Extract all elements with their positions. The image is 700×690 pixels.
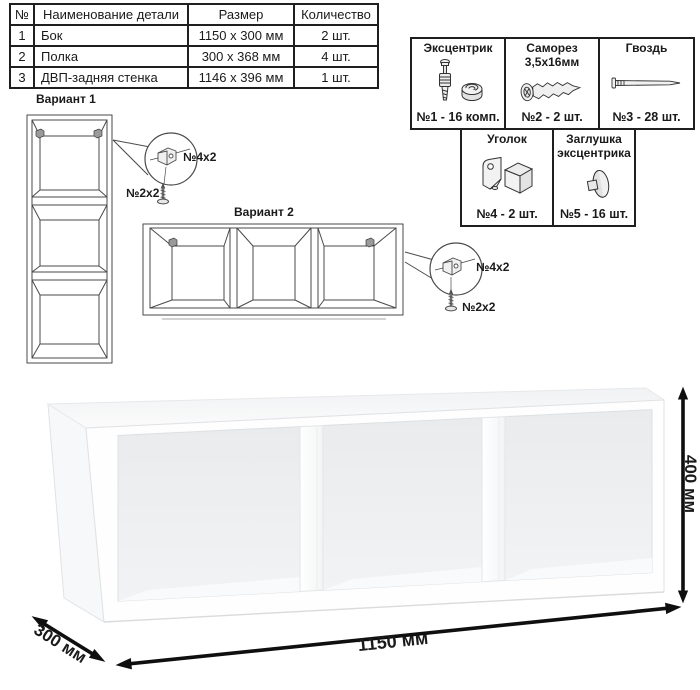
part-size: 1146 х 396 мм	[188, 67, 294, 88]
hardware-count: №1 - 16 комп.	[416, 110, 500, 124]
hardware-subtitle: эксцентрика	[557, 145, 631, 160]
height-dimension-label: 400 мм	[681, 454, 700, 514]
shelf-3d-render	[48, 388, 664, 622]
part-size: 1150 х 300 мм	[188, 25, 294, 46]
part-name: ДВП-задняя стенка	[34, 67, 188, 88]
variant1-bracket-callout-label: №4х2	[183, 150, 217, 164]
variant2-title: Вариант 2	[234, 205, 294, 219]
hardware-title: Гвоздь	[625, 41, 668, 55]
part-size: 300 х 368 мм	[188, 46, 294, 67]
hardware-title: Эксцентрик	[423, 41, 493, 55]
variant1-screw-callout-label: №2х2	[126, 186, 160, 200]
part-num: 1	[10, 25, 34, 46]
width-dimension-label: 1150 мм	[356, 627, 430, 656]
part-name: Полка	[34, 46, 188, 67]
variant1-title: Вариант 1	[36, 92, 96, 106]
col-num-header: №	[10, 4, 34, 25]
variant2-screw-callout-label: №2х2	[462, 300, 496, 314]
bracket-marker-icon	[36, 129, 102, 138]
col-name-header: Наименование детали	[34, 4, 188, 25]
hardware-count: №2 - 2 шт.	[521, 110, 583, 124]
hardware-title: Заглушка	[566, 132, 622, 146]
part-num: 3	[10, 67, 34, 88]
hardware-title: Саморез	[526, 41, 578, 55]
col-qty-header: Количество	[294, 4, 378, 25]
variant2-bracket-callout-label: №4х2	[476, 260, 510, 274]
part-qty: 4 шт.	[294, 46, 378, 67]
part-name: Бок	[34, 25, 188, 46]
hardware-count: №3 - 28 шт.	[612, 110, 681, 124]
hardware-count: №5 - 16 шт.	[559, 207, 629, 221]
hardware-title: Уголок	[487, 132, 527, 146]
part-qty: 2 шт.	[294, 25, 378, 46]
part-num: 2	[10, 46, 34, 67]
hardware-subtitle: 3,5х16мм	[524, 54, 580, 69]
hardware-count: №4 - 2 шт.	[476, 207, 538, 221]
variant1-shelf-drawing	[27, 115, 112, 363]
part-qty: 1 шт.	[294, 67, 378, 88]
depth-dimension-label: 300 мм	[30, 620, 90, 668]
variant2-shelf-drawing	[143, 224, 403, 319]
col-size-header: Размер	[188, 4, 294, 25]
